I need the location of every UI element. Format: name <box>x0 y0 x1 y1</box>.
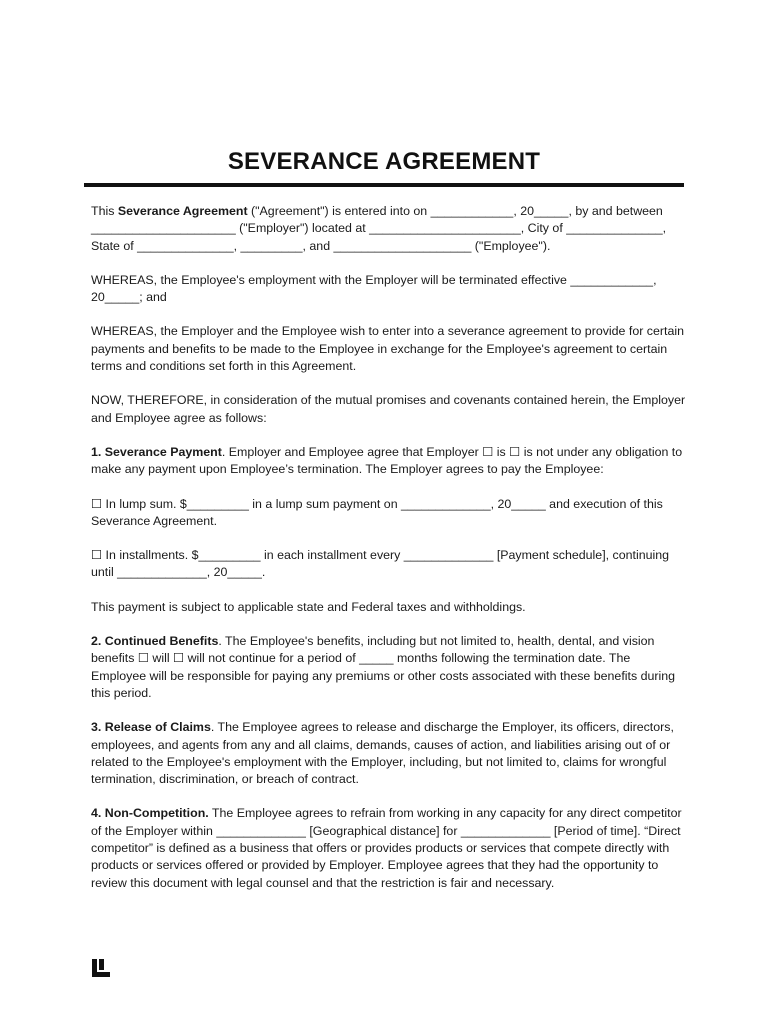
section-continued-benefits <box>91 633 686 702</box>
section-severance-payment <box>91 444 686 479</box>
whereas-paragraph-2: WHEREAS, the Employer and the Employee wish to enter into a severance agreement to provide for certain payments and benefits to be made to the Employee in exchange for the Employee's agreement to certain terms and conditions set forth in this Agreement. <box>91 324 684 374</box>
section-3-heading: 3. Release of Claims <box>91 720 211 735</box>
section-4-text: The Employee agrees to refrain from working in any capacity for any direct competitor of the Employer within _____________ [Geographical distance] for _____________ [Period of time]. “Direct competitor” is defined as a business that offers or provides products or services that compete directly with products or services offered or provided by Employer. Employee agrees that they had the opportunity to review this document with legal counsel and that the restriction is fair and necessary. <box>91 806 682 890</box>
section-non-competition <box>91 805 686 891</box>
intro-text-a: This <box>91 204 118 218</box>
now-therefore-paragraph: NOW, THEREFORE, in consideration of the mutual promises and covenants contained herein, the Employer and Employee agree as follows: <box>91 393 686 425</box>
section-1-text: . Employer and Employee agree that Employer ☐ is ☐ is not under any obligation to make any payment upon Employee’s termination. The Employer agrees to pay the Employee: <box>91 444 683 477</box>
section-2-heading: 2. Continued Benefits <box>91 634 219 649</box>
intro-paragraph <box>91 203 686 255</box>
option-installments: ☐ In installments. $_________ in each installment every _____________ [Payment schedule], continuing until _____________, 20_____. <box>91 548 670 580</box>
section-1-heading: 1. Severance Payment <box>91 444 222 459</box>
option-lump-sum: ☐ In lump sum. $_________ in a lump sum payment on _____________, 20_____ and execution of this Severance Agreement. <box>91 496 663 528</box>
document-body <box>91 203 686 909</box>
taxes-paragraph: This payment is subject to applicable state and Federal taxes and withholdings. <box>91 599 526 614</box>
section-2-text: . The Employee's benefits, including but not limited to, health, dental, and vision benefits ☐ will ☐ will not continue for a period of _____ months following the termination date. The Employee will be responsible for paying any premiums or other costs associated with these benefits during this period. <box>91 634 676 700</box>
document-title: SEVERANCE AGREEMENT <box>227 148 541 175</box>
section-4-heading: 4. Non-Competition. <box>91 806 209 821</box>
section-release-of-claims <box>91 719 686 788</box>
document-logo-icon <box>91 958 111 978</box>
whereas-paragraph-1: WHEREAS, the Employee's employment with the Employer will be terminated effective ____________, 20_____; and <box>91 272 657 305</box>
title-divider <box>84 183 684 187</box>
section-3-text: . The Employee agrees to release and discharge the Employer, its officers, directors, employees, and agents from any and all claims, demands, causes of action, and liabilities arising out of or related to the Employee's employment with the Employer, including, but not limited to, claims for wrongful termination, discrimination, or breach of contract. <box>91 720 674 787</box>
intro-text-c: ("Agreement") is entered into on ____________, 20_____, by and between _____________________ ("Employer") located at ______________________, City of ______________, State of ______________, _________, and ____________________ ("Employee"). <box>91 204 667 253</box>
intro-agreement-name: Severance Agreement <box>117 204 248 218</box>
